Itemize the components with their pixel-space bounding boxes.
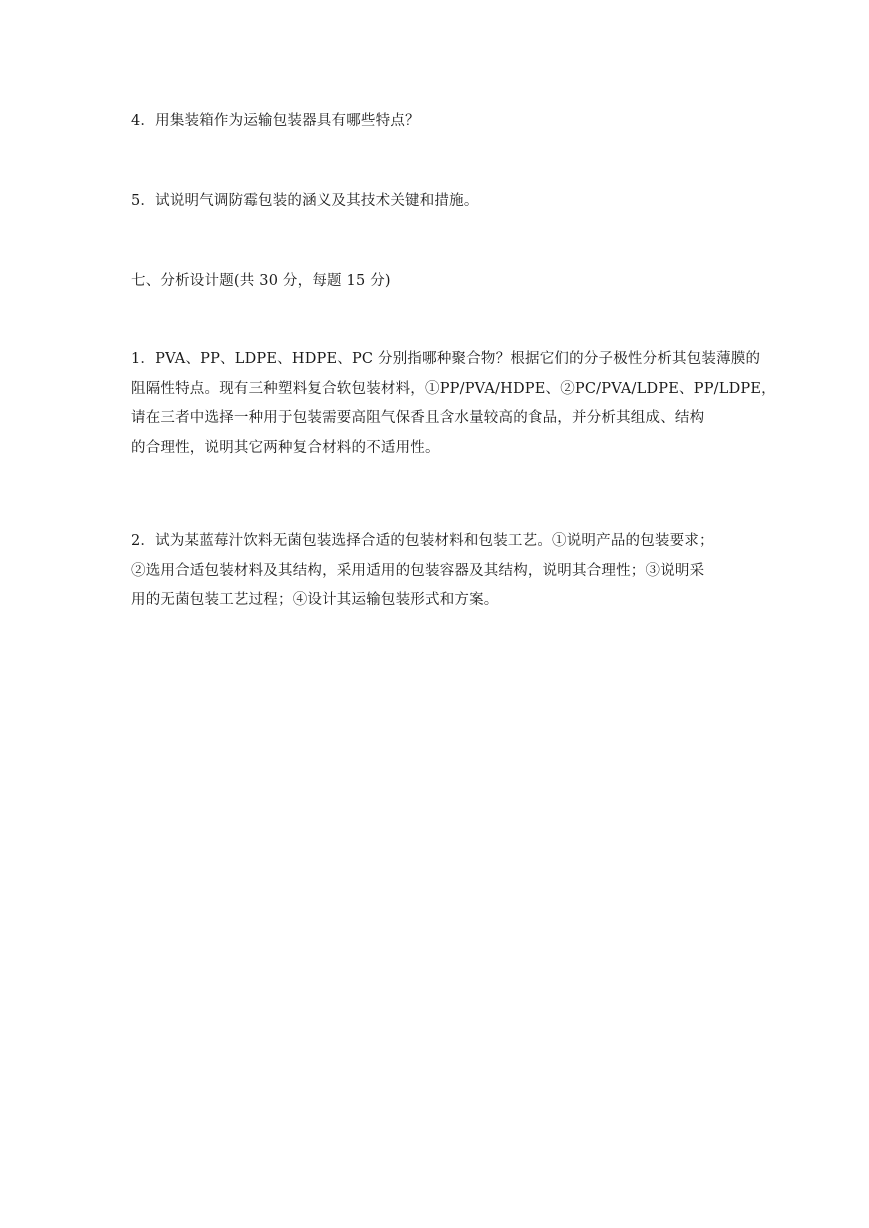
- problem-2-line: ②选用合适包装材料及其结构，采用适用的包装容器及其结构，说明其合理性；③说明采: [131, 562, 705, 579]
- problem-1-line: 1．PVA、PP、LDPE、HDPE、PC 分别指哪种聚合物？根据它们的分子极性分析其包装薄膜的: [131, 351, 761, 367]
- problem-1-line: 阻隔性特点。现有三种塑料复合软包装材料，①PP/PVA/HDPE、②PC/PVA/LDPE、PP/LDPE，: [131, 380, 776, 397]
- problem-2-line: 2．试为某蓝莓汁饮料无菌包装选择合适的包装材料和包装工艺。①说明产品的包装要求；: [131, 533, 714, 549]
- problem-2-line: 用的无菌包装工艺过程；④设计其运输包装形式和方案。: [131, 592, 499, 608]
- question-5: [131, 187, 735, 217]
- question-5-text: 5．试说明气调防霉包装的涵义及其技术关键和措施。: [131, 193, 479, 209]
- question-4-text: 4．用集装箱作为运输包装器具有哪些特点？: [131, 113, 420, 129]
- problem-1: [131, 345, 776, 463]
- problem-2: [131, 527, 735, 616]
- problem-1-line: 的合理性，说明其它两种复合材料的不适用性。: [131, 439, 440, 456]
- problem-1-line: 请在三者中选择一种用于包装需要高阻气保香且含水量较高的食品，并分析其组成、结构: [131, 410, 705, 426]
- question-4: [131, 107, 735, 137]
- section-7-heading-text: 七、分析设计题(共 30 分，每题 15 分): [131, 273, 391, 289]
- section-7-heading: [131, 267, 735, 297]
